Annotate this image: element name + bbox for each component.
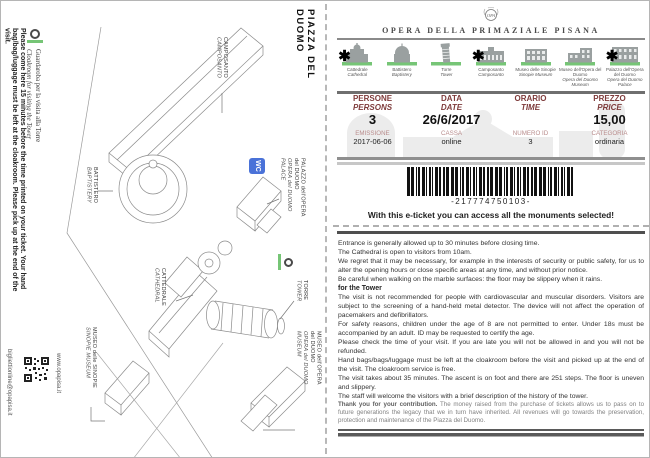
info-paragraph: Hand bags/bags/luggage must be left at the cloakroom before the visit and picked up at the end of the visit. The cloakroom service is free. (338, 357, 644, 373)
monument-label-it: Museo dell'Opera del Duomo (558, 67, 602, 77)
margin-note-1: Please come here 15 minutes before the time printed on your ticket. (18, 28, 26, 254)
header-rule (337, 38, 645, 40)
monument-cell-0 (335, 42, 380, 91)
data-value: 26/6/2017 (422, 112, 481, 128)
map-label-palazzo: PALAZZO dell'OPERA del DUOMO OPERA del DUOMO PALACE (279, 158, 306, 217)
selected-asterisk: ✱ (338, 48, 351, 65)
cassa-value: online (441, 137, 462, 147)
perforation-line (325, 4, 327, 454)
margin-note-3: Please pick up at the end of the visit. (3, 28, 19, 292)
qr-code (23, 356, 50, 383)
monument-label-it: Battistero (392, 67, 412, 72)
barcode (407, 167, 575, 196)
page-title: PIAZZA DEL DUOMO (294, 9, 316, 80)
monument-label-it: Cattedrale (346, 67, 368, 72)
map-cloakroom-icon (277, 254, 293, 270)
margin-notes (3, 28, 26, 304)
map-label-sinopie: MUSEO delle SINOPIE SINOPIE MUSEUM (84, 327, 98, 388)
map-label-battistero: BATTISTERO BAPTISTERY (85, 167, 99, 204)
info-paragraph: The visit takes about 35 minutes. The ascent is on foot and there are 251 steps. The floor is uneven and slippery. (338, 375, 644, 391)
svg-text:OPA: OPA (486, 13, 496, 18)
tear-line (333, 225, 649, 227)
monument-label-en: Opera del Duomo Museum (562, 77, 598, 87)
orario-value (491, 112, 570, 127)
tower-heading: for the Tower (338, 285, 382, 292)
ticket-body (333, 1, 649, 458)
cloakroom-icon (27, 28, 43, 44)
field-orario: ORARIO TIME NUMERO ID 3 (491, 95, 570, 146)
info-paragraph: The staff will welcome the visitors with a brief description of the history of the tower. (338, 393, 588, 400)
monument-label-en: Cathedral (347, 72, 368, 77)
info-paragraph: The visit is not recommended for people with cardiovascular and muscular disorders. Visitors are subject to the screening of a hand-held metal detector. The device will not affect the operation of pacemakers and defibrillators. (338, 294, 644, 319)
prezzo-value: 15,00 (593, 112, 626, 128)
conditions-top-rule (337, 231, 645, 234)
monument-label-it: Palazzo dell'Opera del Duomo (605, 67, 644, 77)
info-paragraph: The Cathedral is open to visitors from 10am. (338, 249, 472, 256)
info-paragraph: Entrance is generally allowed up to 30 minutes before closing time. (338, 240, 540, 247)
opera-museum-icon (565, 42, 595, 66)
barcode-number: -217774750103- (451, 197, 531, 206)
field-data: DATA DATE 26/6/2017 CASSA online (412, 95, 491, 146)
map-label-camposanto: CAMPOSANTO CAMPOSANTO (215, 37, 229, 79)
bottom-rule (338, 429, 644, 433)
monument-label-en: Opera del Duomo Palace (606, 77, 643, 87)
thanks-note: Thank you for your contribution. The money raised from the purchase of tickets allows us to pass on to future generations the legacy that we in turn have inherited. All revenues will go towards the preservation, protection and maintenance of the Piazza del Duomo. (338, 401, 645, 424)
monument-label-it: Museo delle Sinopie (515, 67, 556, 72)
cloakroom-note (24, 49, 42, 249)
monument-cell-1 (380, 42, 425, 91)
monument-cell-6 (602, 42, 647, 91)
monument-label-it: Camposanto (478, 67, 504, 72)
fields-rule (337, 157, 645, 162)
wc-icon: WC (249, 158, 265, 174)
sinopie-museum-icon (521, 42, 551, 66)
ticket-fields (333, 95, 649, 146)
baptistery-icon (387, 42, 417, 66)
monument-label-en: Sinopie Museum (518, 72, 553, 77)
field-persone: PERSONE PERSONS 3 EMISSIONE 2017-06-06 (333, 95, 412, 146)
monuments-strip (335, 42, 647, 91)
organization-title: OPERA DELLA PRIMAZIALE PISANA (382, 26, 600, 35)
opa-emblem-icon (482, 6, 500, 24)
conditions-text (338, 239, 644, 433)
tower-icon (431, 42, 461, 66)
email-label: bigliettionline@opapisa.it (6, 349, 12, 416)
cloakroom-note-en: Cloakroom for visiting the Tower (25, 49, 32, 140)
cloakroom-note-it: Guardaroba per la visita alla Torre (34, 49, 41, 143)
info-paragraph: For safety reasons, children under the age of 8 are not permitted to enter. Under 18s must be accompanied by an adult. ID may be requested to certify the age. (338, 321, 644, 337)
numero-id-value: 3 (528, 137, 533, 147)
monument-cell-3 (469, 42, 514, 91)
emissione-value: 2017-06-06 (353, 137, 392, 147)
field-prezzo: PREZZO PRICE 15,00 CATEGORIA ordinaria (570, 95, 649, 146)
access-note: With this e-ticket you can access all the monuments selected! (367, 210, 615, 220)
selected-asterisk: ✱ (472, 48, 485, 65)
info-paragraph: Please check the time of your visit. If you are late you will not be allowed in and you will not be refunded. (338, 339, 644, 355)
selected-asterisk: ✱ (605, 48, 619, 65)
categoria-value: ordinaria (594, 137, 625, 147)
website-label: www.opapisa.it (55, 353, 61, 394)
persone-value: 3 (368, 112, 377, 128)
monument-label-en: Camposanto (478, 72, 504, 77)
info-paragraph: We regret that it may be necessary, for example in the interests of security or public safety, for us to alter the opening hours or close specific areas at any time, and without prior notice. (338, 258, 644, 274)
monument-label-en: Baptistery (391, 72, 412, 77)
margin-note-2: Your hand bag/bag/luggage must be left at the cloakroom. (11, 28, 26, 290)
map-label-torre: TORRE TOWER (295, 280, 309, 302)
monument-label-en: Tower (440, 72, 453, 77)
monument-cell-2 (424, 42, 469, 91)
monument-label-it: Torre (441, 67, 452, 72)
info-paragraph: Be careful when walking on the marble surfaces: the floor may be slippery when it rains. (338, 276, 603, 283)
monument-cell-4 (513, 42, 558, 91)
map-label-cattedrale: CATTEDRALE CATHEDRAL (153, 268, 167, 306)
monument-cell-5 (558, 42, 603, 91)
map-label-museo-opera: MUSEO dell'OPERA del DUOMO OPERA del DUOMO MUSEUM (295, 331, 322, 385)
